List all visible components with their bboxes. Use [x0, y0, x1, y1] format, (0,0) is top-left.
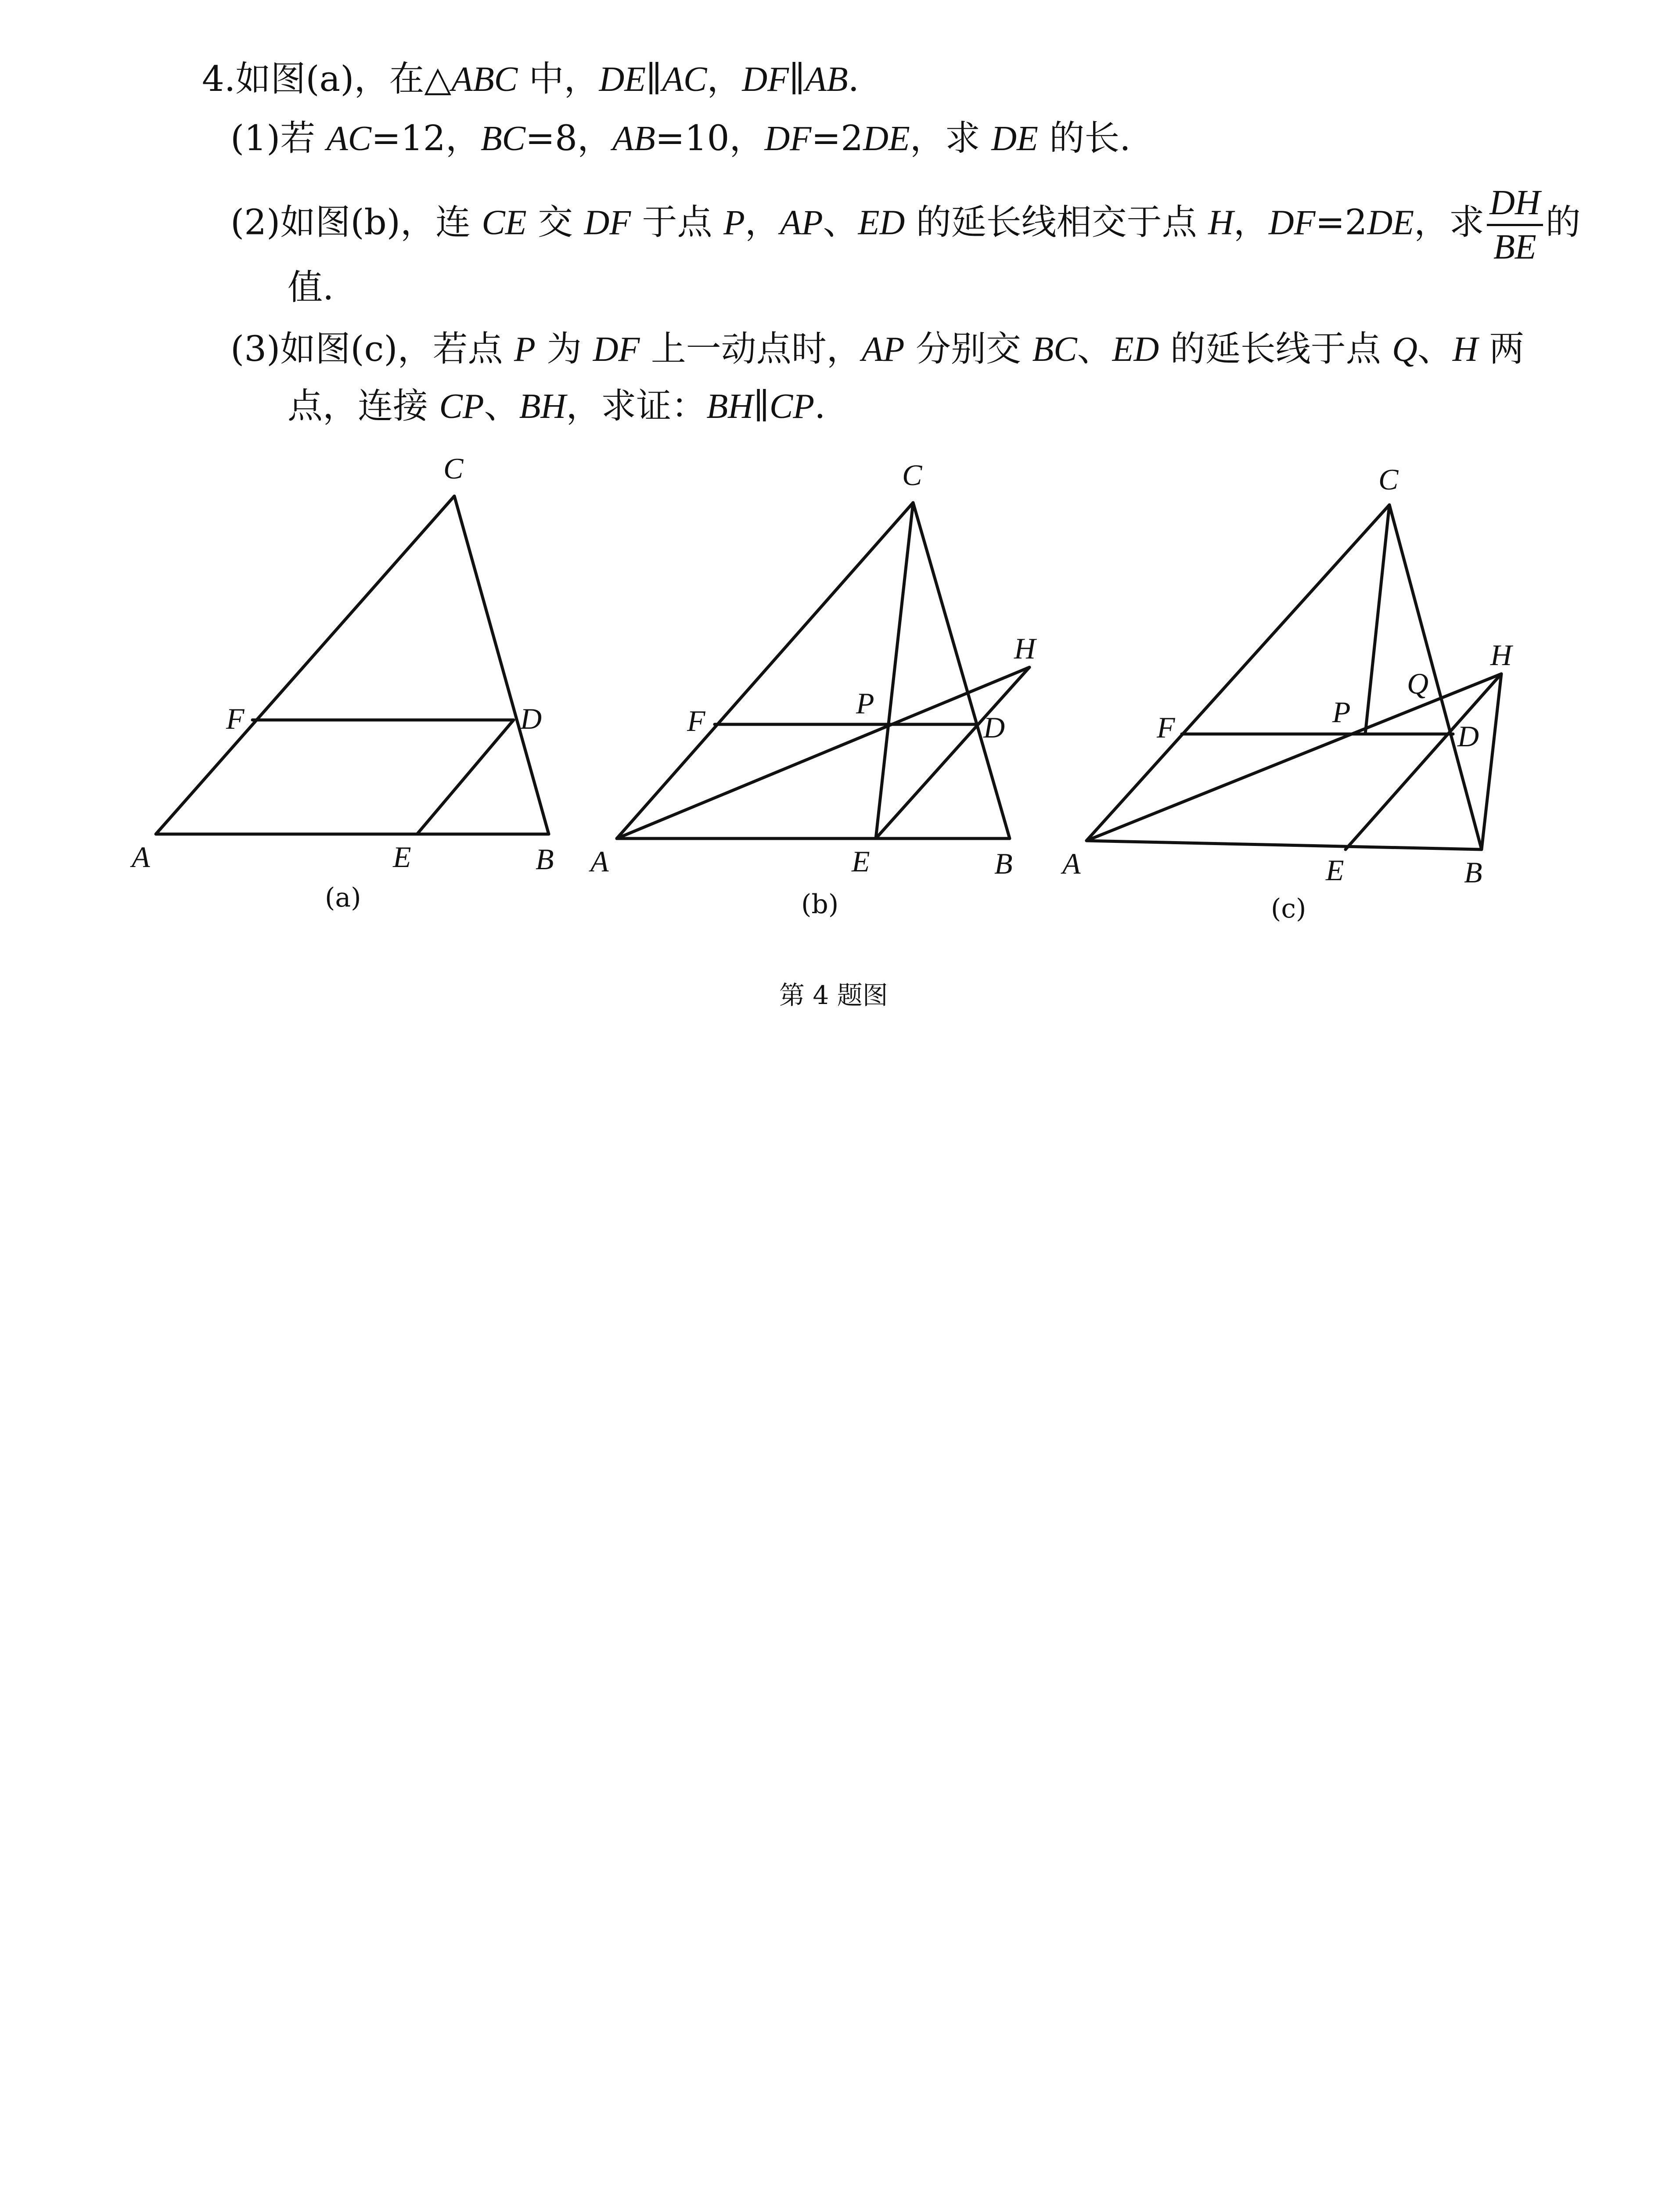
label-c-q: Q	[1407, 667, 1429, 700]
triangle-abc-b	[617, 503, 1010, 838]
label-c-e: E	[1326, 853, 1344, 887]
question-2-line-2: 值.	[288, 267, 334, 308]
question-1: (1)若 AC=12，BC=8，AB=10，DF=2DE，求 DE 的长.	[230, 118, 1131, 158]
figure-title: 第 4 题图	[779, 980, 888, 1010]
label-a-c: C	[443, 452, 464, 485]
label-c-d: D	[1457, 720, 1479, 753]
label-a-f: F	[226, 702, 245, 735]
figure-a-caption: (a)	[325, 882, 361, 913]
segment-bh-c	[1482, 674, 1501, 849]
label-b-d: D	[983, 711, 1005, 744]
label-a-d: D	[520, 702, 542, 735]
segment-eh-b	[876, 667, 1029, 838]
label-b-e: E	[852, 845, 870, 878]
label-b-b: B	[994, 847, 1013, 880]
label-b-c: C	[902, 458, 922, 492]
label-c-c: C	[1378, 463, 1399, 496]
segment-ce-b	[876, 503, 913, 838]
problem-intro: 4.如图(a)，在△ABC 中，DE∥AC，DF∥AB.	[202, 58, 860, 99]
figure-c	[1086, 505, 1501, 849]
label-a-b: B	[536, 842, 554, 876]
label-a-a: A	[132, 840, 150, 874]
figure-a	[156, 496, 549, 834]
label-c-b: B	[1464, 856, 1482, 889]
figures-svg	[0, 0, 1680, 966]
label-a-e: E	[393, 840, 411, 874]
fraction-dh-over-be: $\frac{DH}{BE}$	[1487, 184, 1543, 266]
label-c-f: F	[1157, 711, 1175, 744]
label-c-p: P	[1332, 695, 1351, 729]
question-3-line-2: 点，连接 CP、BH，求证：BH∥CP.	[288, 385, 826, 426]
segment-ah-b	[617, 667, 1029, 838]
segment-de-a	[417, 720, 514, 834]
problem-number: 4.	[202, 58, 236, 99]
label-c-a: A	[1062, 847, 1081, 880]
label-b-h: H	[1014, 632, 1036, 665]
label-c-h: H	[1490, 638, 1512, 672]
figure-c-caption: (c)	[1271, 893, 1306, 924]
figure-b	[617, 503, 1029, 838]
segment-cp-c	[1365, 505, 1389, 734]
label-b-a: A	[590, 845, 609, 878]
triangle-abc-a	[156, 496, 549, 834]
segment-ah-c	[1086, 674, 1501, 841]
question-3: (3)如图(c)，若点 P 为 DF 上一动点时，AP 分别交 BC、ED 的延长线于点 Q、H 两	[230, 328, 1525, 369]
question-2: (2)如图(b)，连 CE 交 DF 于点 P，AP、ED 的延长线相交于点 H，DF=2DE，求 $\frac{DH}{BE}$ 的	[230, 184, 1581, 266]
figure-b-caption: (b)	[801, 889, 839, 920]
label-b-f: F	[687, 704, 705, 738]
label-b-p: P	[856, 687, 874, 720]
